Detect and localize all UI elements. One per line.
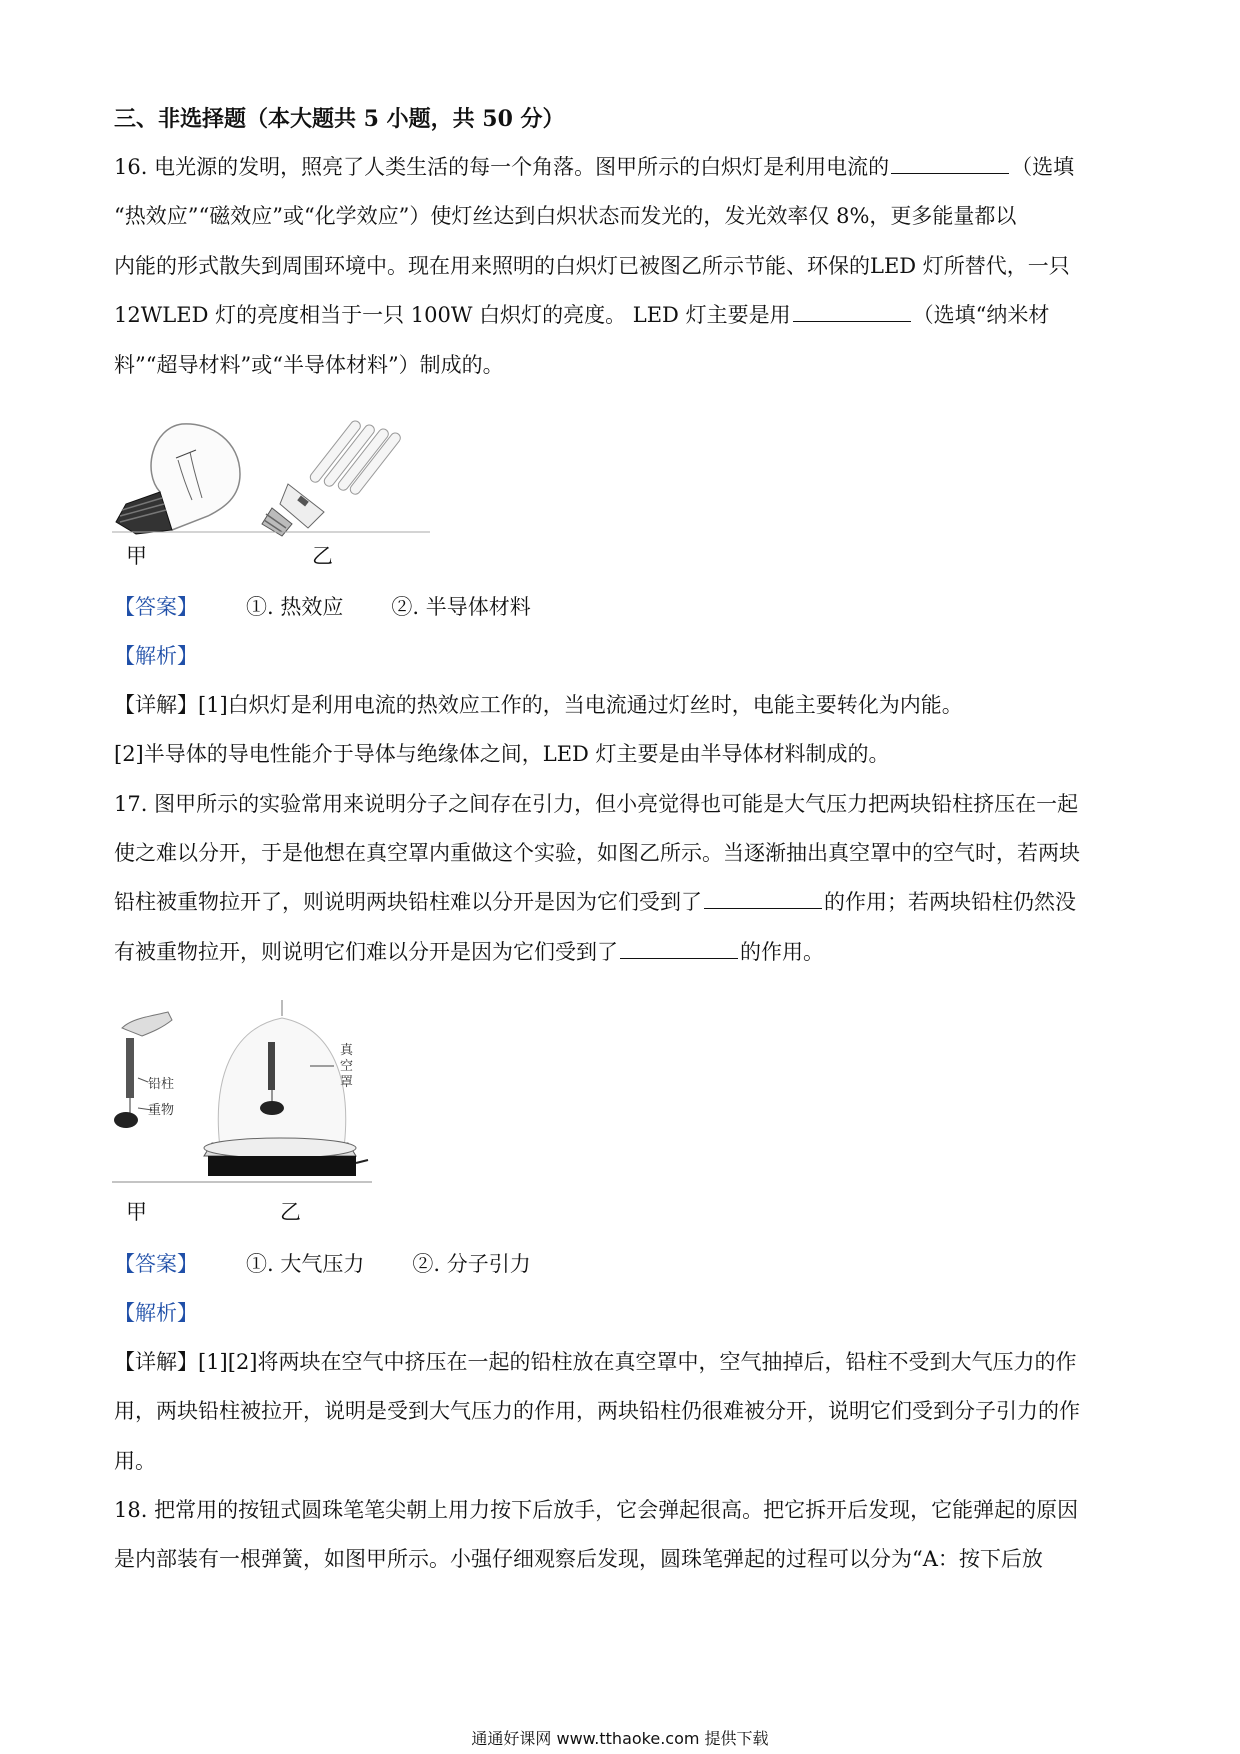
q16-detail-1 <box>114 690 963 720</box>
lead-cylinder-figure <box>112 998 374 1193</box>
q16-line-5: 料”“超导材料”或“半导体材料”）制成的。 <box>114 353 504 377</box>
q17-line-2: 使之难以分开，于是他想在真空罩内重做这个实验，如图乙所示。当逐渐抽出真空罩中的空气时，若两块 <box>114 841 1080 865</box>
q16-detail-2: [2]半导体的导电性能介于导体与绝缘体之间，LED 灯主要是由半导体材料制成的。 <box>114 742 890 766</box>
q16-line-1 <box>114 152 1074 182</box>
section-title: 三、非选择题（本大题共 5 小题，共 50 分） <box>114 106 565 132</box>
q17-line-4 <box>114 937 824 967</box>
analysis-tag: 【解析】 <box>114 644 198 668</box>
answer-1: ①. 大气压力 <box>246 1252 365 1276</box>
label-vacuum-jar <box>340 1043 357 1090</box>
answer-tag: 【答案】 <box>114 1252 198 1276</box>
detail-tag: 【详解】 <box>114 1350 198 1374</box>
detail-tag: 【详解】 <box>114 693 198 717</box>
led-bulb-image <box>262 419 402 536</box>
answer-blank <box>891 155 1009 174</box>
label-vacuum-jar-char: 罩 <box>340 1075 354 1090</box>
q16-text: （选填“纳米材 <box>912 303 1050 327</box>
q17-text: 的作用。 <box>740 940 824 964</box>
bulb-figure <box>112 412 432 537</box>
q16-text: 12WLED 灯的亮度相当于一只 100W 白炽灯的亮度。 LED 灯主要是用 <box>114 303 791 327</box>
analysis-tag: 【解析】 <box>114 1301 198 1325</box>
q17-text: 有被重物拉开，则说明它们难以分开是因为它们受到了 <box>114 940 618 964</box>
label-vacuum-jar-char: 空 <box>340 1059 354 1074</box>
answer-tag: 【答案】 <box>114 595 198 619</box>
answer-blank <box>704 890 822 909</box>
q17-text: 的作用；若两块铅柱仍然没 <box>824 890 1076 914</box>
q17-text: 铅柱被重物拉开了，则说明两块铅柱难以分开是因为它们受到了 <box>114 890 702 914</box>
q18-line-1: 18. 把常用的按钮式圆珠笔笔尖朝上用力按下后放手，它会弹起很高。把它拆开后发现，它能弹起的原因 <box>114 1498 1079 1522</box>
q17-line-1: 17. 图甲所示的实验常用来说明分子之间存在引力，但小亮觉得也可能是大气压力把两块铅柱挤压在一起 <box>114 792 1079 816</box>
q16-text: （选填 <box>1011 155 1075 179</box>
figure-label-b: 乙 <box>280 1200 301 1224</box>
detail-text: [1]白炽灯是利用电流的热效应工作的，当电流通过灯丝时，电能主要转化为内能。 <box>198 693 963 717</box>
q16-text: 16. 电光源的发明，照亮了人类生活的每一个角落。图甲所示的白炽灯是利用电流的 <box>114 155 890 179</box>
answer-blank <box>620 940 738 959</box>
answer-2: ②. 半导体材料 <box>391 595 531 619</box>
figure-label-a: 甲 <box>126 544 147 568</box>
incandescent-bulb-image <box>116 424 240 534</box>
q17-detail-3: 用。 <box>114 1449 156 1473</box>
label-vacuum-jar-char: 真 <box>340 1043 354 1058</box>
detail-text: [1][2]将两块在空气中挤压在一起的铅柱放在真空罩中，空气抽掉后，铅柱不受到大气压力的作 <box>198 1350 1077 1374</box>
answer-1: ①. 热效应 <box>246 595 344 619</box>
answer-2: ②. 分子引力 <box>412 1252 531 1276</box>
q17-detail-1 <box>114 1347 1077 1377</box>
q16-line-2: “热效应”“磁效应”或“化学效应”）使灯丝达到白炽状态而发光的，发光效率仅 8%，更多能量都以 <box>114 204 1017 228</box>
q17-line-3 <box>114 887 1076 917</box>
q16-answer-line <box>114 592 531 622</box>
label-weight: 重物 <box>148 1103 175 1118</box>
q16-line-4 <box>114 300 1049 330</box>
figure-label-b: 乙 <box>312 544 333 568</box>
q16-line-3: 内能的形式散失到周围环境中。现在用来照明的白炽灯已被图乙所示节能、环保的LED 灯所替代，一只 <box>114 254 1070 278</box>
label-lead-cylinder: 铅柱 <box>148 1077 175 1092</box>
q17-answer-line <box>114 1249 531 1279</box>
page-footer: 通通好课网 www.tthaoke.com 提供下载 <box>471 1729 769 1748</box>
q18-line-2: 是内部装有一根弹簧，如图甲所示。小强仔细观察后发现，圆珠笔弹起的过程可以分为“A：按下后放 <box>114 1547 1043 1571</box>
figure-label-a: 甲 <box>126 1200 147 1224</box>
q17-detail-2: 用，两块铅柱被拉开，说明是受到大气压力的作用，两块铅柱仍很难被分开，说明它们受到分子引力的作 <box>114 1399 1080 1423</box>
answer-blank <box>793 303 911 322</box>
